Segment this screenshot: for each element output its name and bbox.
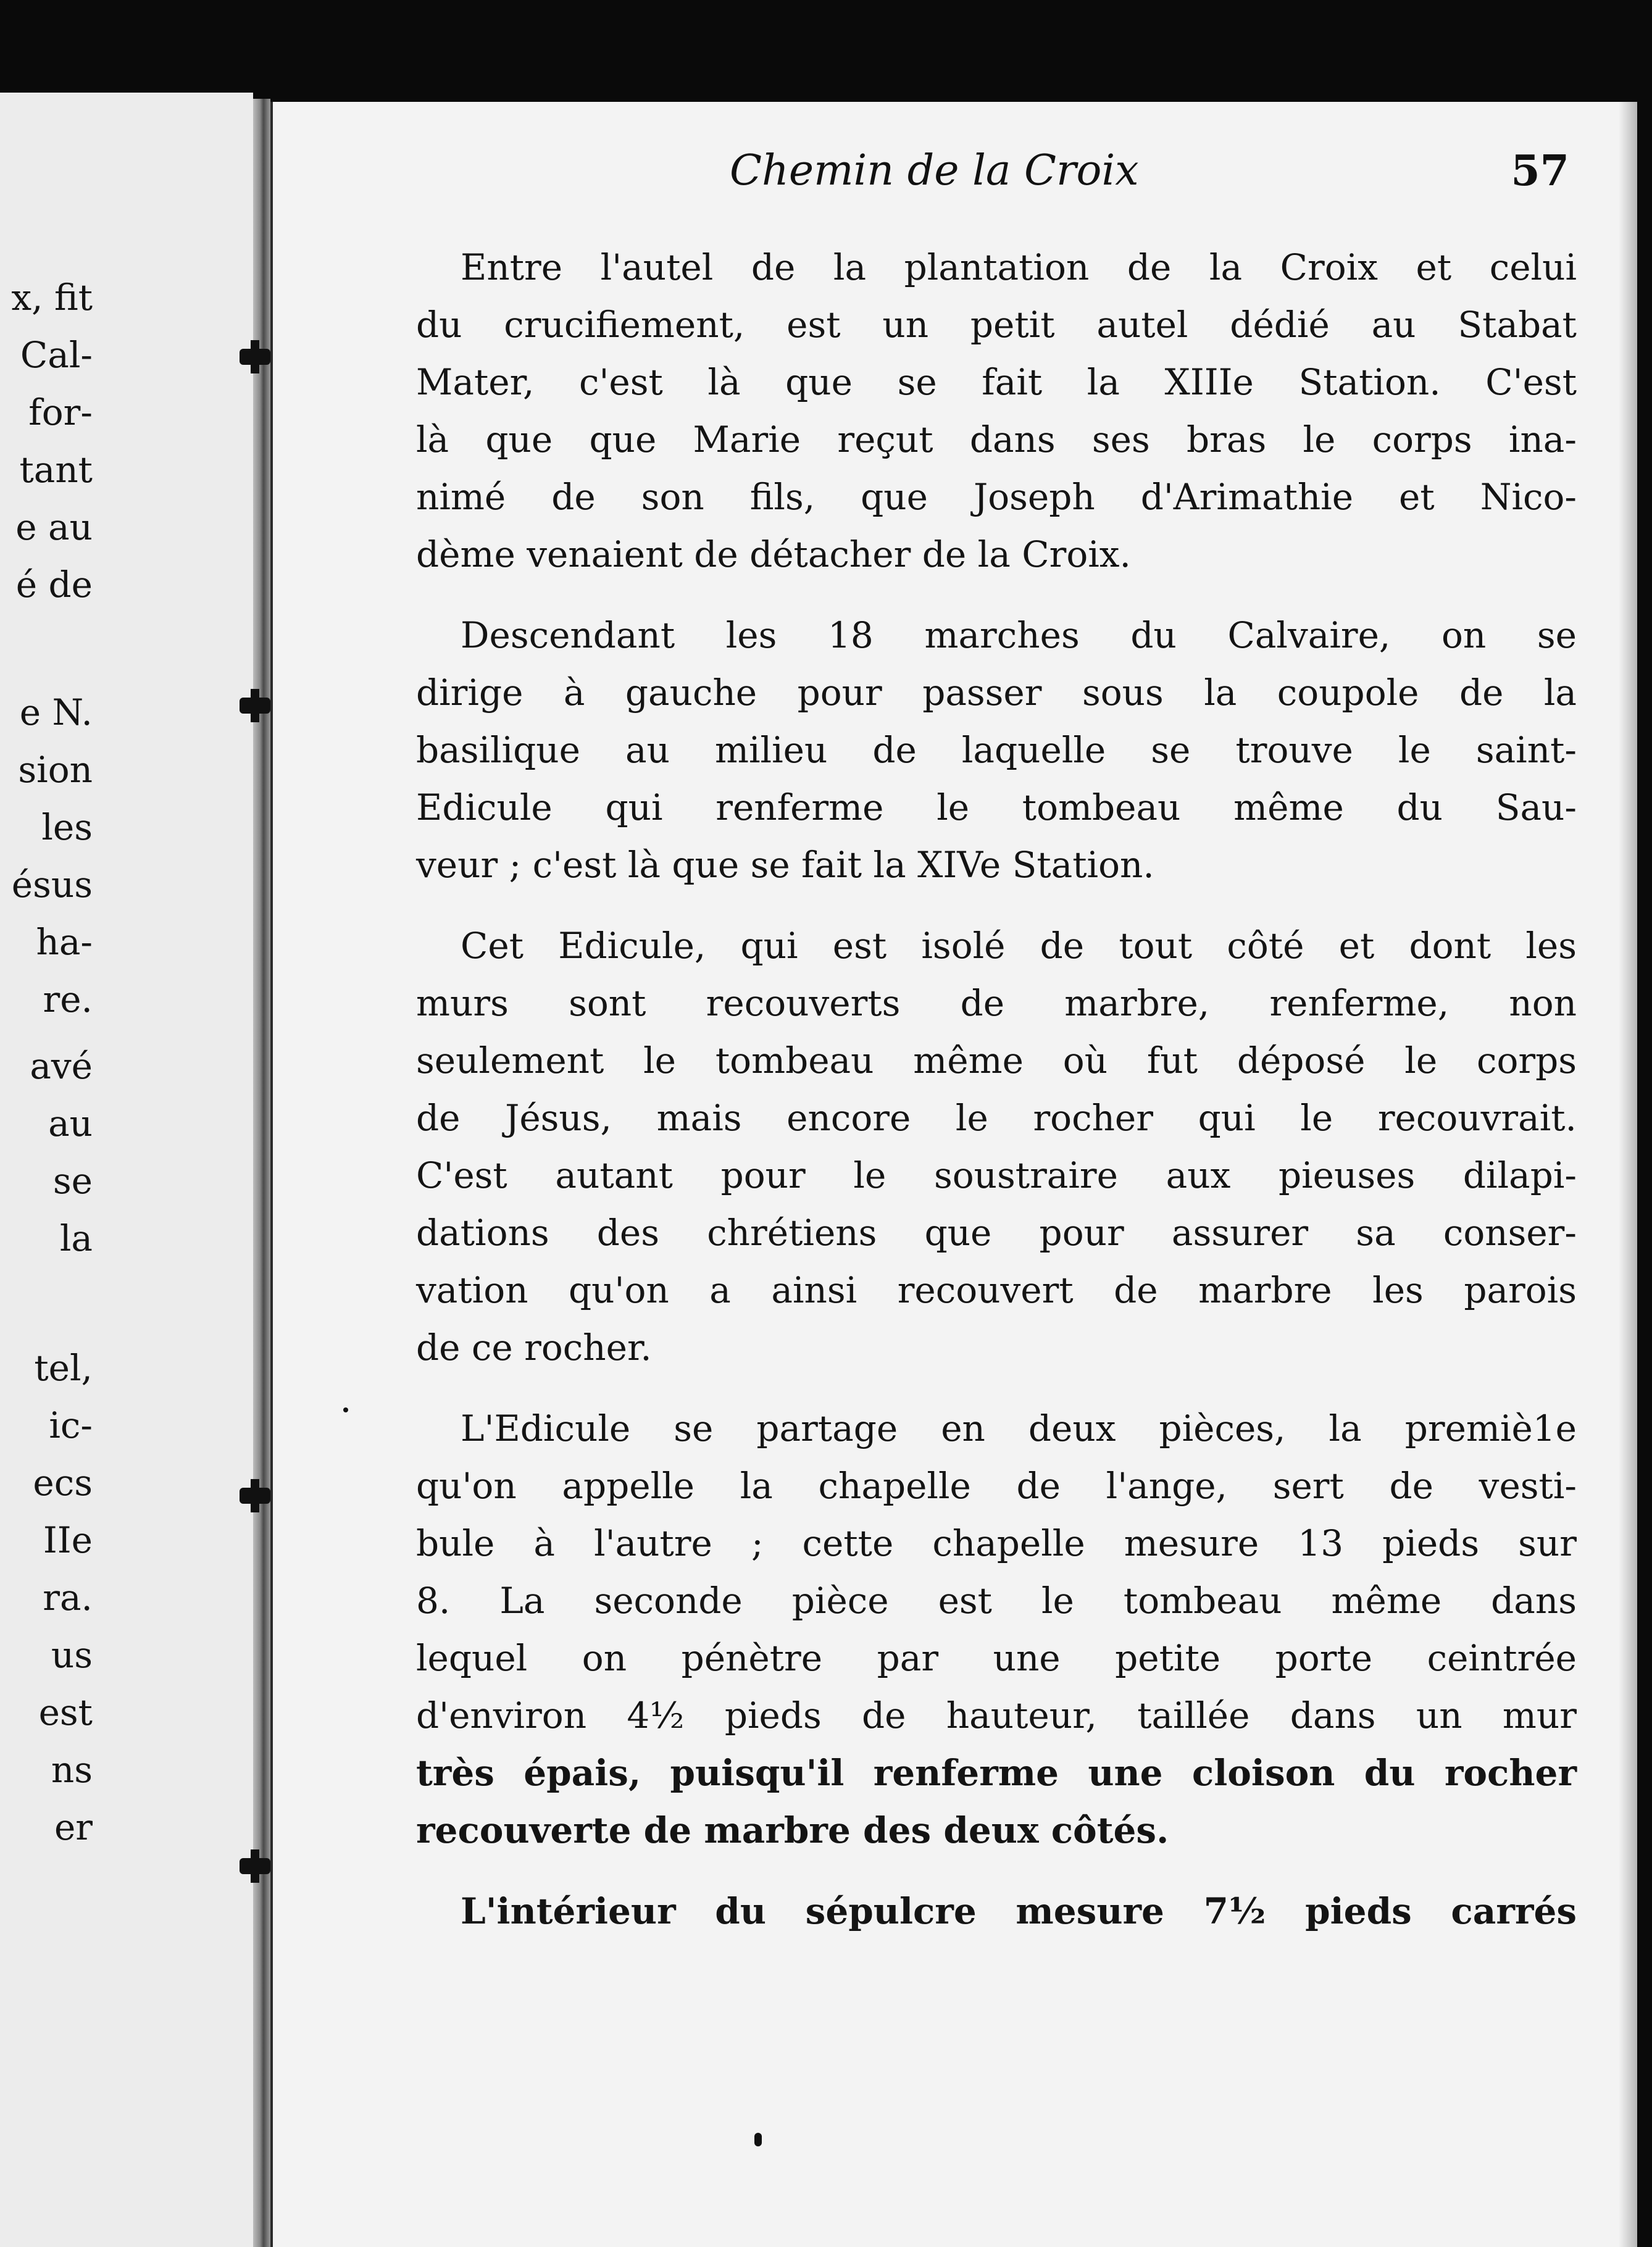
margin-fragment: tel, xyxy=(34,1347,93,1389)
text-line: très épais, puisqu'il renferme une cloison du rocher xyxy=(416,1752,1577,1794)
text-line: du crucifiement, est un petit autel dédié au Stabat xyxy=(416,304,1577,346)
margin-fragment: au xyxy=(48,1103,93,1144)
margin-fragment: avé xyxy=(30,1045,93,1087)
ink-speck xyxy=(754,2133,762,2146)
margin-fragment: for- xyxy=(28,391,93,433)
text-line: dirige à gauche pour passer sous la coupole de la xyxy=(416,672,1577,714)
text-line: L'Edicule se partage en deux pièces, la premiè1e xyxy=(461,1407,1577,1449)
margin-fragment: x, fit xyxy=(11,277,93,319)
text-line: là que que Marie reçut dans ses bras le corps ina- xyxy=(416,419,1577,461)
text-line: murs sont recouverts de marbre, renferme, non xyxy=(416,982,1577,1024)
text-line: recouverte de marbre des deux côtés. xyxy=(416,1809,1169,1851)
margin-fragment: tant xyxy=(19,449,93,491)
text-line: Entre l'autel de la plantation de la Croix et celui xyxy=(461,246,1577,288)
page-body xyxy=(416,239,1577,1964)
text-line: basilique au milieu de laquelle se trouve le saint- xyxy=(416,729,1577,771)
text-line: Cet Edicule, qui est isolé de tout côté et dont les xyxy=(461,925,1577,967)
paragraph xyxy=(416,917,1577,1377)
margin-fragment: est xyxy=(38,1691,93,1733)
margin-fragment: ha- xyxy=(36,921,93,963)
page-edge-shadow xyxy=(1619,102,1637,2247)
paragraph xyxy=(416,239,1577,583)
margin-fragment: Cal- xyxy=(20,334,93,376)
margin-fragment: IIe xyxy=(43,1519,93,1561)
margin-fragment: ra. xyxy=(43,1577,93,1619)
text-line: L'intérieur du sépulcre mesure 7½ pieds carrés xyxy=(461,1890,1577,1932)
text-line: dations des chrétiens que pour assurer sa conser- xyxy=(416,1212,1577,1254)
margin-fragment: ecs xyxy=(33,1462,93,1504)
running-header xyxy=(730,146,1569,202)
binding-stitch xyxy=(240,698,270,714)
text-line: lequel on pénètre par une petite porte ceintrée xyxy=(416,1637,1577,1679)
text-line: seulement le tombeau même où fut déposé le corps xyxy=(416,1040,1577,1082)
text-line: qu'on appelle la chapelle de l'ange, sert de vesti- xyxy=(416,1465,1577,1507)
book-binding xyxy=(253,99,270,2247)
text-line: Descendant les 18 marches du Calvaire, on se xyxy=(461,614,1577,656)
paragraph xyxy=(416,1400,1577,1859)
text-line: C'est autant pour le soustraire aux pieuses dilapi- xyxy=(416,1154,1577,1196)
text-line: Mater, c'est là que se fait la XIIIe Station. C'est xyxy=(416,361,1577,403)
text-line: 8. La seconde pièce est le tombeau même dans xyxy=(416,1580,1577,1622)
book-page xyxy=(270,102,1637,2247)
text-line: veur ; c'est là que se fait la XIVe Station. xyxy=(416,844,1154,886)
margin-fragment: les xyxy=(41,806,93,848)
binding-stitch xyxy=(240,349,270,365)
binding-stitch xyxy=(240,1858,270,1874)
text-line: d'environ 4½ pieds de hauteur, taillée dans un mur xyxy=(416,1695,1577,1736)
text-line: de Jésus, mais encore le rocher qui le recouvrait. xyxy=(416,1097,1577,1139)
text-line: dème venaient de détacher de la Croix. xyxy=(416,533,1131,575)
paragraph xyxy=(416,1883,1577,1940)
margin-fragment: re. xyxy=(43,978,93,1020)
text-line: Edicule qui renferme le tombeau même du Sau- xyxy=(416,786,1577,828)
margin-fragment: se xyxy=(52,1160,93,1202)
text-line: nimé de son fils, que Joseph d'Arimathie et Nico- xyxy=(416,476,1577,518)
running-title: Chemin de la Croix xyxy=(730,146,1139,195)
ink-speck xyxy=(343,1407,348,1412)
page-number: 57 xyxy=(1511,146,1569,196)
margin-fragment: la xyxy=(59,1217,93,1259)
text-line: bule à l'autre ; cette chapelle mesure 13 pieds sur xyxy=(416,1522,1577,1564)
paragraph xyxy=(416,607,1577,894)
margin-fragment: ns xyxy=(51,1749,93,1791)
margin-fragment: e au xyxy=(15,506,93,548)
margin-fragment: ésus xyxy=(11,864,93,906)
text-line: vation qu'on a ainsi recouvert de marbre les parois xyxy=(416,1269,1577,1311)
margin-fragment: us xyxy=(51,1634,93,1676)
margin-fragment: er xyxy=(54,1806,93,1848)
margin-fragment: é de xyxy=(15,564,93,606)
binding-stitch xyxy=(240,1488,270,1504)
margin-fragment: ic- xyxy=(49,1404,93,1446)
margin-fragment: sion xyxy=(18,749,93,791)
margin-fragment: e N. xyxy=(19,691,93,733)
previous-page xyxy=(0,93,253,2247)
text-line: de ce rocher. xyxy=(416,1327,652,1369)
